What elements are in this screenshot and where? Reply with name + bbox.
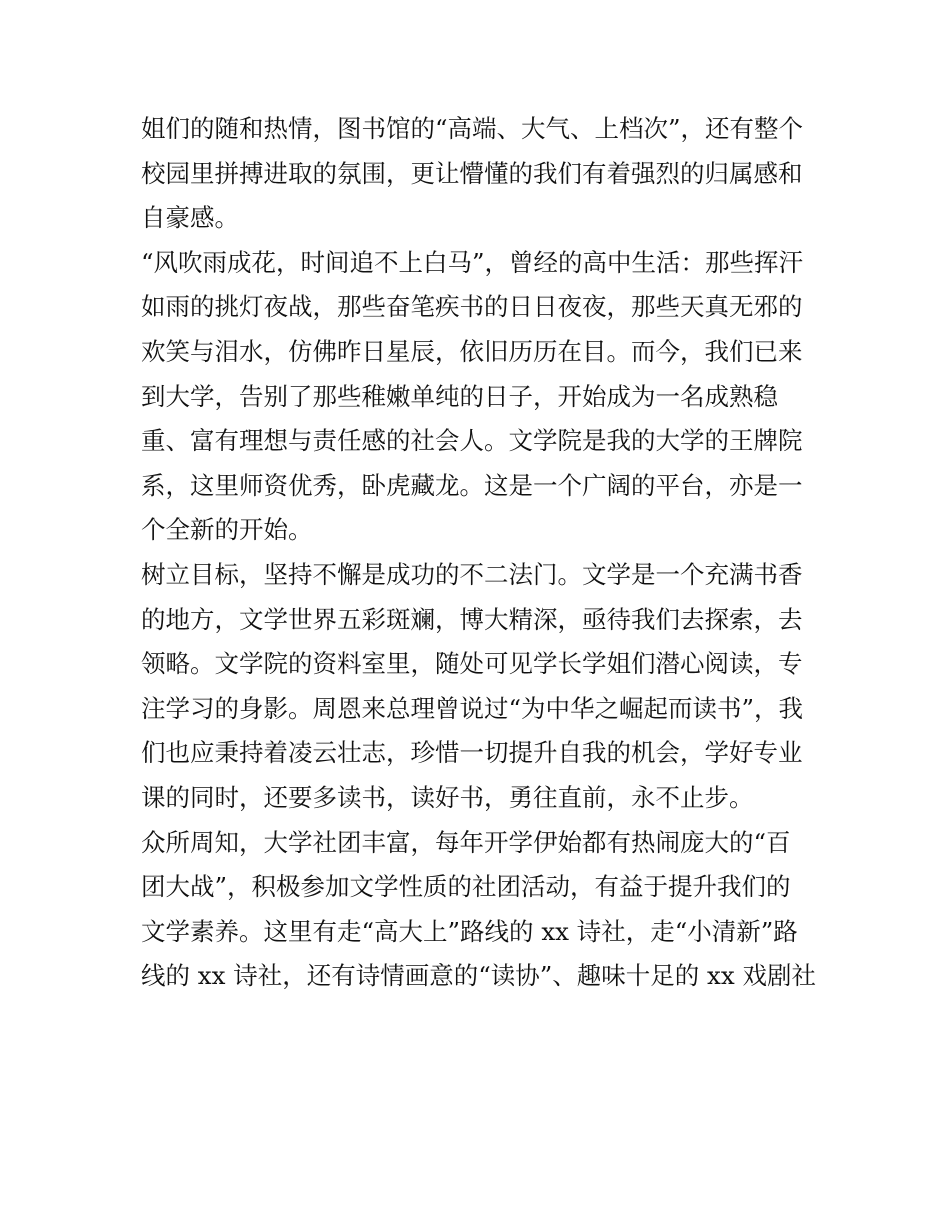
paragraph-2 [141, 241, 813, 553]
text-line: 如雨的挑灯夜战，那些奋笔疾书的日日夜夜，那些天真无邪的 [141, 292, 803, 322]
text-line: 重、富有理想与责任感的社会人。文学院是我的大学的王牌院 [141, 426, 803, 456]
paragraph-1 [141, 107, 813, 241]
text-line: 的地方，文学世界五彩斑斓，博大精深，亟待我们去探索，去 [141, 604, 803, 634]
text-line: 课的同时，还要多读书，读好书，勇往直前，永不止步。 [141, 782, 754, 812]
text-line: 领略。文学院的资料室里，随处可见学长学姐们潜心阅读，专 [141, 649, 803, 679]
text-line: 线的 xx 诗社，还有诗情画意的“读协”、趣味十足的 xx 戏剧社 [141, 961, 816, 991]
text-line: 自豪感。 [141, 203, 239, 233]
text-line: 树立目标，坚持不懈是成功的不二法门。文学是一个充满书香 [141, 559, 803, 589]
text-line: 校园里拼搏进取的氛围，更让懵懂的我们有着强烈的归属感和 [141, 158, 803, 188]
text-line: 众所周知，大学社团丰富，每年开学伊始都有热闹庞大的“百 [141, 827, 791, 857]
document-body [141, 107, 816, 999]
text-line: 们也应秉持着凌云壮志，珍惜一切提升自我的机会，学好专业 [141, 738, 803, 768]
text-line: 团大战”，积极参加文学性质的社团活动，有益于提升我们的 [141, 872, 791, 902]
text-line: 文学素养。这里有走“高大上”路线的 xx 诗社，走“小清新”路 [141, 916, 798, 946]
text-line: 到大学，告别了那些稚嫩单纯的日子，开始成为一名成熟稳 [141, 381, 778, 411]
text-line: 姐们的随和热情，图书馆的“高端、大气、上档次”，还有整个 [141, 114, 804, 143]
paragraph-3 [141, 553, 813, 821]
text-line: 欢笑与泪水，仿佛昨日星辰，依旧历历在目。而今，我们已来 [141, 336, 803, 366]
paragraph-4 [141, 821, 816, 999]
text-line: 个全新的开始。 [141, 515, 313, 545]
text-line: 注学习的身影。周恩来总理曾说过“为中华之崛起而读书”，我 [141, 693, 804, 723]
text-line: “风吹雨成花，时间追不上白马”，曾经的高中生活：那些挥汗 [141, 247, 804, 277]
text-line: 系，这里师资优秀，卧虎藏龙。这是一个广阔的平台，亦是一 [141, 470, 803, 500]
